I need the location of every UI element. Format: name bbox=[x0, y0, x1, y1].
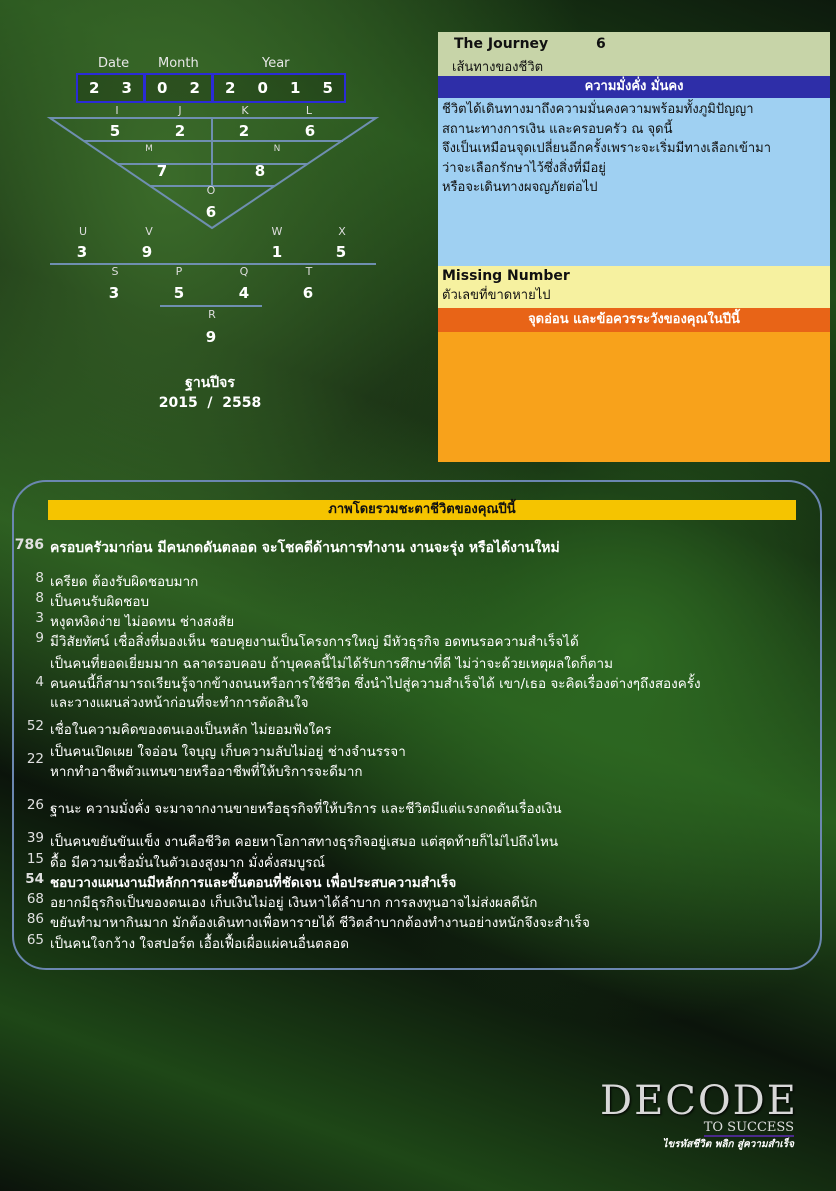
letter-o: O bbox=[206, 184, 216, 197]
row-text: ดื้อ มีความเชื่อมั่นในตัวเองสูงมาก มั่งคั่งสมบูรณ์ bbox=[50, 855, 326, 871]
logo-sub: TO SUCCESS bbox=[703, 1120, 794, 1135]
overview-title: ภาพโดยรวมชะตาชีวิตของคุณปีนี้ bbox=[48, 500, 796, 520]
date-digit: 2 bbox=[89, 79, 100, 97]
letter-x: X bbox=[338, 225, 346, 238]
value-v: 9 bbox=[141, 243, 153, 261]
overview-row bbox=[14, 742, 406, 782]
month-label: Month bbox=[158, 56, 199, 71]
logo-tagline: ไขรหัสชีวิต พลิก สู่ความสำเร็จ bbox=[662, 1139, 794, 1150]
decode-logo bbox=[600, 1078, 800, 1152]
value-q: 4 bbox=[238, 284, 250, 302]
value-s: 3 bbox=[108, 284, 120, 302]
row-number: 65 bbox=[26, 932, 44, 948]
row-number: 8 bbox=[35, 570, 44, 586]
row-text: อยากมีธุรกิจเป็นของตนเอง เก็บเงินไม่อยู่ เงินหาได้ลำบาก การลงทุนอาจไม่ส่งผลดีนัก bbox=[50, 895, 538, 911]
row-number: 786 bbox=[14, 537, 44, 553]
desc-line: จึงเป็นเหมือนจุดเปลี่ยนอีกครั้งเพราะจะเริ่มมีทางเลือกเข้ามา bbox=[442, 141, 771, 156]
date-digit: 1 bbox=[290, 79, 301, 97]
overview-row bbox=[14, 891, 537, 913]
journey-description bbox=[438, 98, 830, 266]
overview-row bbox=[14, 630, 579, 652]
overview-row bbox=[14, 655, 701, 714]
overview-row bbox=[14, 830, 558, 852]
row-number: 52 bbox=[26, 718, 44, 734]
weakness-bar: จุดอ่อน และข้อควรระวังของคุณในปีนี้ bbox=[438, 308, 830, 332]
letter-v: V bbox=[145, 225, 153, 238]
journey-header bbox=[438, 32, 830, 76]
row-text: ชอบวางแผนงานมีหลักการและขั้นตอนที่ชัดเจน เพื่อประสบความสำเร็จ bbox=[50, 875, 457, 891]
letter-m: M bbox=[145, 144, 153, 154]
date-digit: 0 bbox=[157, 79, 168, 97]
row-text: มีวิสัยทัศน์ เชื่อสิ่งที่มองเห็น ชอบคุยงานเป็นโครงการใหญ่ มีหัวธุรกิจ อดทนรอความสำเร็จได้ bbox=[50, 634, 579, 650]
row-text: หงุดหงิดง่าย ไม่อดทน ช่างสงสัย bbox=[50, 614, 235, 630]
desc-line: สถานะทางการเงิน และครอบครัว ณ จุดนี้ bbox=[442, 121, 673, 137]
row-text-line: เป็นคนที่ยอดเยี่ยมมาก ฉลาดรอบคอบ ถ้าบุคคลนี้ไม่ได้รับการศึกษาที่ดี ไม่ว่าจะด้วยเหตุผลใดก็ตาม bbox=[50, 656, 614, 672]
stability-bar: ความมั่งคั่ง มั่นคง bbox=[438, 76, 830, 98]
row-number: 8 bbox=[35, 590, 44, 606]
date-digit: 0 bbox=[257, 79, 268, 97]
value-u: 3 bbox=[76, 243, 88, 261]
numerology-triangle bbox=[0, 0, 430, 330]
value-t: 6 bbox=[302, 284, 314, 302]
row-text bbox=[50, 655, 701, 714]
base-year-label: ฐานปีจร bbox=[185, 375, 235, 391]
journey-title: The Journey bbox=[454, 36, 549, 52]
row-text: ขยันทำมาหากินมาก มักต้องเดินทางเพื่อหารายได้ ชีวิตลำบากต้องทำงานอย่างหนักจึงจะสำเร็จ bbox=[50, 915, 590, 931]
letter-j: J bbox=[178, 104, 182, 117]
letter-q: Q bbox=[239, 265, 249, 278]
row-text: เป็นคนขยันขันแข็ง งานคือชีวิต คอยหาโอกาสทางธุรกิจอยู่เสมอ แต่สุดท้ายก็ไม่ไปถึงไหน bbox=[50, 834, 559, 850]
row-number: 22 bbox=[26, 751, 44, 767]
value-i: 5 bbox=[109, 122, 121, 140]
missing-subtitle: ตัวเลขที่ขาดหายไป bbox=[442, 288, 551, 303]
letter-n: N bbox=[273, 144, 281, 154]
date-digit: 5 bbox=[322, 79, 333, 97]
date-digit: 2 bbox=[189, 79, 200, 97]
row-text: ครอบครัวมาก่อน มีคนกดดันตลอด จะโชคดีด้านการทำงาน งานจะรุ่ง หรือได้งานใหม่ bbox=[50, 540, 560, 556]
overview-row bbox=[14, 590, 149, 612]
overview-row bbox=[14, 610, 234, 632]
value-p: 5 bbox=[173, 284, 185, 302]
base-year-value: 2015 / 2558 bbox=[158, 395, 262, 411]
row-text-line: หากทำอาชีพตัวแทนขายหรืออาชีพที่ให้บริการจะดีมาก bbox=[50, 764, 363, 780]
letter-l: L bbox=[305, 104, 313, 117]
value-w: 1 bbox=[271, 243, 283, 261]
overview-row bbox=[14, 851, 325, 873]
row-text: เป็นคนใจกว้าง ใจสปอร์ต เอื้อเฟื้อเผื่อแผ่คนอื่นตลอด bbox=[50, 936, 349, 952]
missing-number-box bbox=[438, 266, 830, 308]
missing-title: Missing Number bbox=[442, 268, 570, 284]
value-x: 5 bbox=[335, 243, 347, 261]
value-n: 8 bbox=[254, 162, 266, 180]
value-r: 9 bbox=[205, 328, 217, 346]
value-o: 6 bbox=[205, 203, 217, 221]
value-k: 2 bbox=[238, 122, 250, 140]
letter-u: U bbox=[78, 225, 88, 238]
journey-number: 6 bbox=[596, 36, 606, 52]
date-label: Date bbox=[98, 56, 130, 71]
letter-r: R bbox=[208, 308, 216, 321]
overview-row bbox=[14, 911, 590, 933]
value-l: 6 bbox=[304, 122, 316, 140]
row-number: 3 bbox=[35, 610, 44, 626]
date-digit: 3 bbox=[121, 79, 132, 97]
row-text: ฐานะ ความมั่งคั่ง จะมาจากงานขายหรือธุรกิจที่ให้บริการ และชีวิตมีแต่แรงกดดันเรื่องเงิน bbox=[50, 801, 562, 817]
value-m: 7 bbox=[156, 162, 168, 180]
overview-row bbox=[14, 537, 560, 559]
overview-row bbox=[14, 797, 562, 819]
row-text: เครียด ต้องรับผิดชอบมาก bbox=[50, 574, 199, 590]
desc-line: ชีวิตได้เดินทางมาถึงความมั่นคงความพร้อมทั้งภูมิปัญญา bbox=[442, 102, 754, 117]
year-label: Year bbox=[262, 56, 290, 71]
overview-row bbox=[14, 932, 349, 954]
letter-p: P bbox=[175, 265, 183, 278]
journey-subtitle: เส้นทางของชีวิต bbox=[452, 60, 544, 75]
row-number: 54 bbox=[25, 871, 44, 887]
row-text: เป็นคนรับผิดชอบ bbox=[50, 594, 150, 610]
row-text-line: เป็นคนเปิดเผย ใจอ่อน ใจบุญ เก็บความลับไม่อยู่ ช่างจำนรรจา bbox=[50, 744, 406, 760]
letter-t: T bbox=[305, 265, 313, 278]
row-text-line: และวางแผนล่วงหน้าก่อนที่จะทำการตัดสินใจ bbox=[50, 695, 309, 711]
row-text: เชื่อในความคิดของตนเองเป็นหลัก ไม่ยอมฟังใคร bbox=[50, 722, 332, 738]
row-text bbox=[50, 742, 406, 782]
row-number: 15 bbox=[26, 851, 44, 867]
row-number: 4 bbox=[35, 674, 44, 690]
date-digit: 2 bbox=[225, 79, 236, 97]
row-number: 39 bbox=[26, 830, 44, 846]
weakness-box bbox=[438, 332, 830, 462]
letter-i: I bbox=[115, 104, 119, 117]
desc-line: ว่าจะเลือกรักษาไว้ซึ่งสิ่งที่มีอยู่ bbox=[442, 160, 606, 176]
letter-k: K bbox=[241, 104, 249, 117]
letter-w: W bbox=[271, 225, 283, 238]
desc-line: หรือจะเดินทางผจญภัยต่อไป bbox=[442, 180, 598, 195]
row-number: 68 bbox=[26, 891, 44, 907]
row-number: 26 bbox=[26, 797, 44, 813]
overview-row bbox=[14, 871, 456, 893]
row-text-line: คนคนนี้ก็สามารถเรียนรู้จากข้างถนนหรือการใช้ชีวิต ซึ่งนำไปสู่ความสำเร็จได้ เขา/เธอ จะคิดเรื่องต่างๆถึงสองครั้ง bbox=[50, 675, 701, 692]
value-j: 2 bbox=[174, 122, 186, 140]
overview-row bbox=[14, 570, 198, 592]
journey-panel bbox=[438, 32, 830, 462]
row-number: 86 bbox=[26, 911, 44, 927]
overview-row bbox=[14, 718, 332, 740]
letter-s: S bbox=[111, 265, 119, 278]
logo-main: DECODE bbox=[600, 1078, 798, 1124]
row-number: 9 bbox=[35, 630, 44, 646]
